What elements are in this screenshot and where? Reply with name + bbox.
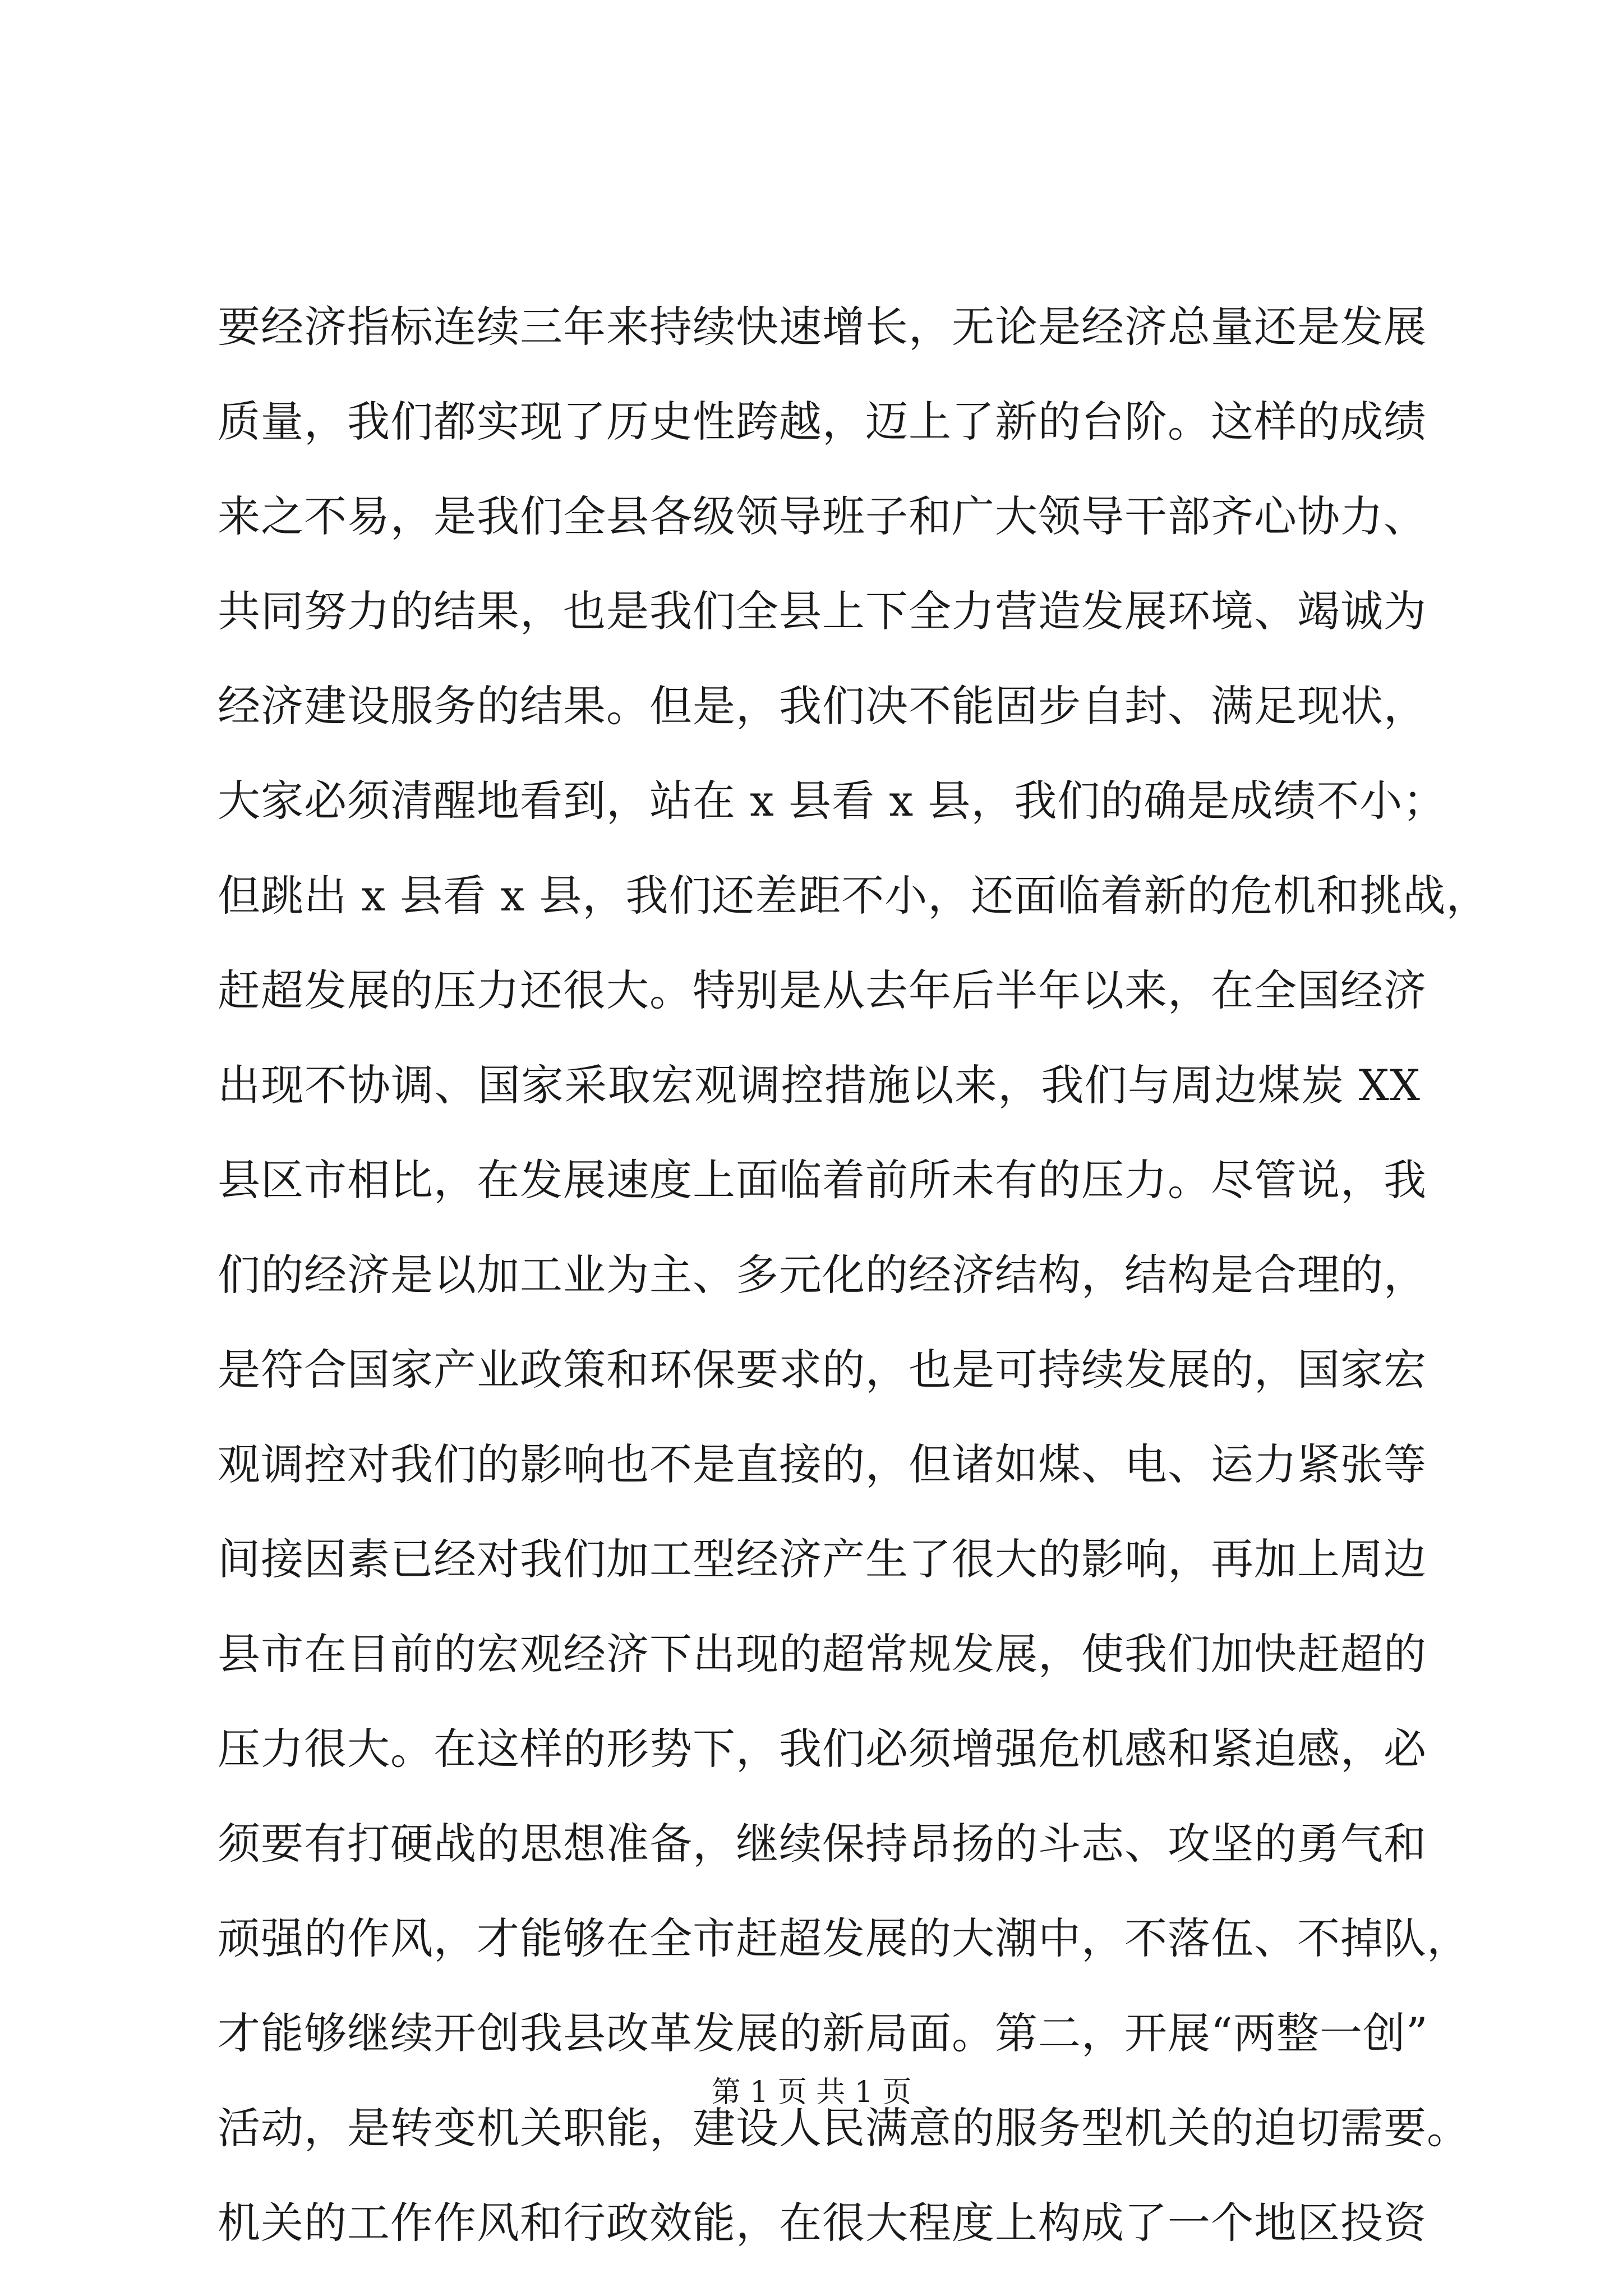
text-line: 机关的工作作风和行政效能，在很大程度上构成了一个地区投资 <box>218 2198 1427 2248</box>
text-line: 来之不易，是我们全县各级领导班子和广大领导干部齐心协力、 <box>218 491 1427 541</box>
text-line: 县区市相比，在发展速度上面临着前所未有的压力。尽管说，我 <box>218 1155 1427 1205</box>
text-line: 质量，我们都实现了历史性跨越，迈上了新的台阶。这样的成绩 <box>218 397 1427 447</box>
page-footer <box>0 2070 1623 2115</box>
text-line: 压力很大。在这样的形势下，我们必须增强危机感和紧迫感，必 <box>218 1724 1427 1774</box>
page-number: 第 1 页 共 1 页 <box>711 2076 912 2109</box>
text-line: 观调控对我们的影响也不是直接的，但诸如煤、电、运力紧张等 <box>218 1439 1427 1489</box>
text-line: 共同努力的结果，也是我们全县上下全力营造发展环境、竭诚为 <box>218 586 1427 636</box>
text-line: 赶超发展的压力还很大。特别是从去年后半年以来，在全国经济 <box>218 965 1427 1015</box>
text-line: 出现不协调、国家采取宏观调控措施以来，我们与周边煤炭 XX <box>218 1060 1421 1110</box>
text-line: 们的经济是以加工业为主、多元化的经济结构，结构是合理的， <box>218 1250 1427 1300</box>
text-line: 县市在目前的宏观经济下出现的超常规发展，使我们加快赶超的 <box>218 1629 1427 1679</box>
text-line: 是符合国家产业政策和环保要求的，也是可持续发展的，国家宏 <box>218 1345 1427 1395</box>
text-line: 大家必须清醒地看到，站在 x 县看 x 县，我们的确是成绩不小； <box>218 776 1446 826</box>
text-line: 但跳出 x 县看 x 县，我们还差距不小，还面临着新的危机和挑战， <box>218 871 1490 921</box>
text-line: 顽强的作风，才能够在全市赶超发展的大潮中，不落伍、不掉队， <box>218 1913 1470 1963</box>
text-line: 要经济指标连续三年来持续快速增长，无论是经济总量还是发展 <box>218 302 1427 352</box>
text-line: 间接因素已经对我们加工型经济产生了很大的影响，再加上周边 <box>218 1534 1427 1584</box>
body-text <box>218 279 1490 2270</box>
text-line: 须要有打硬战的思想准备，继续保持昂扬的斗志、攻坚的勇气和 <box>218 1819 1427 1869</box>
text-line: 经济建设服务的结果。但是，我们决不能固步自封、满足现状， <box>218 681 1427 731</box>
text-line: 才能够继续开创我县改革发展的新局面。第二，开展“两整一创” <box>218 2008 1428 2058</box>
text-line: 活动，是转变机关职能，建设人民满意的服务型机关的迫切需要。 <box>218 2103 1470 2153</box>
